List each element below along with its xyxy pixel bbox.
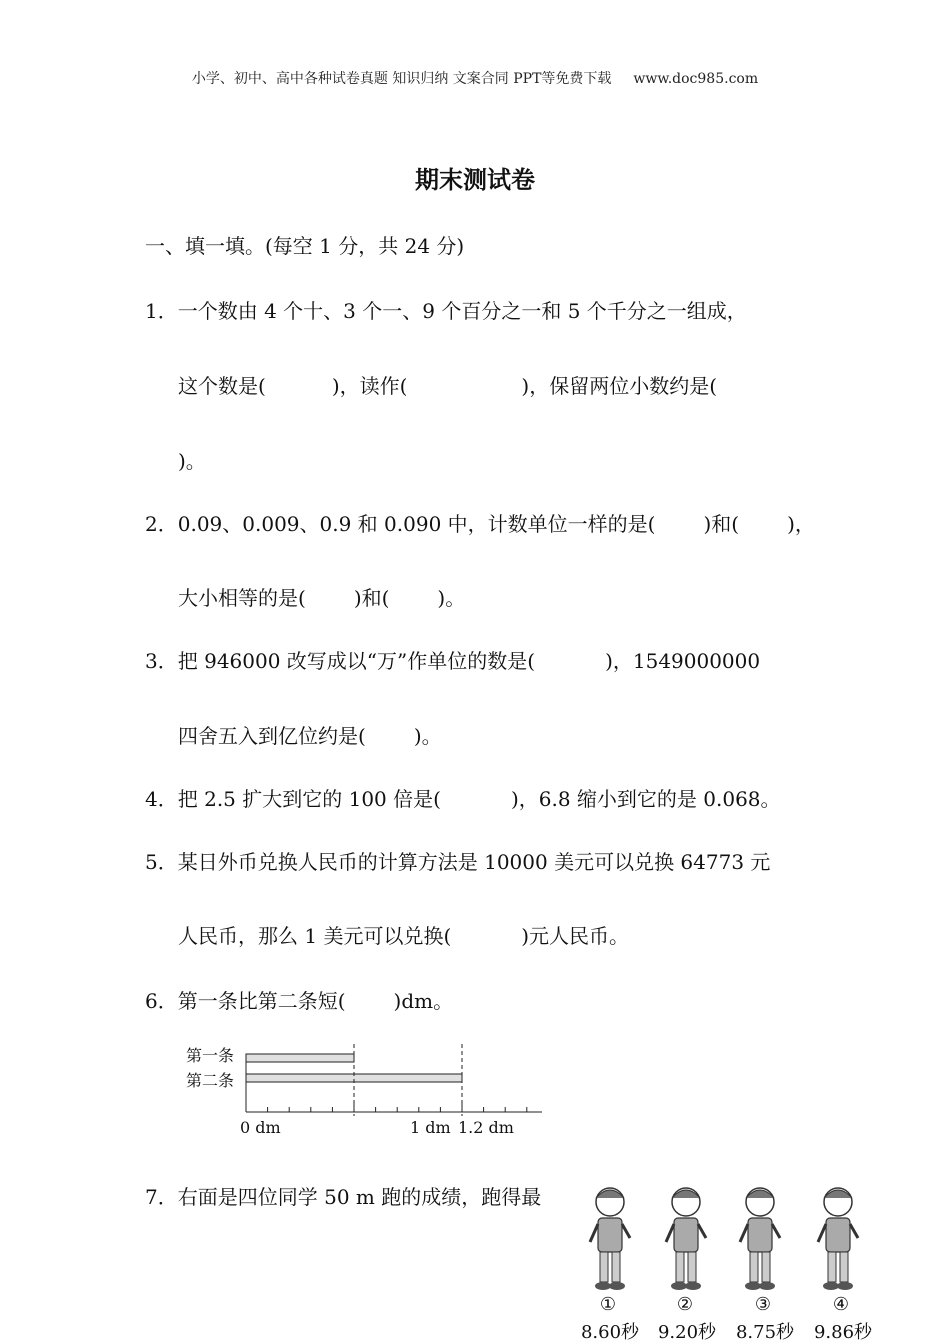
question-2-line-2 [178,582,465,611]
runner-2-figure [666,1188,706,1290]
question-number: 6． [145,989,178,1013]
question-number: 4． [145,787,178,811]
question-text: 把 2.5 扩大到它的 100 倍是( [177,787,441,811]
axis-label-one: 1 dm [410,1118,451,1137]
runner-4-time: 9.86秒 [813,1322,873,1343]
question-1-line-3: )。 [178,449,206,473]
question-text: )， [787,512,815,536]
question-7 [145,1181,541,1210]
question-text: )，保留两位小数约是( [521,374,718,398]
question-text: )，1549000000 [605,649,761,673]
question-text: 四舍五入到亿位约是( [178,724,366,748]
runners-illustration [578,1178,878,1298]
runner-1-time: 8.60秒 [580,1322,640,1343]
question-text: )dm。 [393,989,454,1013]
question-text: )。 [413,724,442,748]
page-title: 期末测试卷 [415,166,535,194]
question-text: 0.09、0.009、0.9 和 0.090 中，计数单位一样的是( [177,512,656,536]
axis-ticks [246,1104,527,1112]
question-text: 第一条比第二条短( [177,989,346,1013]
runner-4-label: ④ [832,1294,850,1315]
bar-1-label: 第一条 [186,1046,235,1065]
question-text: )和( [703,512,740,536]
header-text: 小学、初中、高中各种试卷真题 知识归纳 文案合同 PPT等免费下载 [191,71,612,87]
question-text: )元人民币。 [521,924,630,948]
question-5 [145,846,770,875]
page-header [0,68,950,88]
question-text: 大小相等的是( [178,586,306,610]
question-text: )。 [437,586,466,610]
runner-1-figure [590,1188,630,1290]
question-6 [145,985,453,1014]
runner-2-label: ② [676,1294,694,1315]
question-text: )，6.8 缩小到它的是 0.068。 [510,787,781,811]
bar-comparison-figure [240,1040,550,1120]
question-text: 右面是四位同学 50 m 跑的成绩，跑得最 [177,1185,542,1209]
runner-3-figure [740,1188,780,1290]
runner-2-time: 9.20秒 [657,1322,717,1343]
question-3-line-2 [178,720,442,749]
question-text: 这个数是( [178,374,266,398]
runner-3-time: 8.75秒 [735,1322,795,1343]
header-site-link[interactable]: www.doc985.com [633,71,759,87]
question-text: 人民币，那么 1 美元可以兑换( [178,924,452,948]
question-2 [145,508,815,537]
question-text: )和( [353,586,390,610]
question-text: 一个数由 4 个十、3 个一、9 个百分之一和 5 个千分之一组成， [177,299,747,323]
runner-3-label: ③ [754,1294,772,1315]
question-text: 把 946000 改写成以“万”作单位的数是( [177,649,536,673]
question-number: 7． [145,1185,178,1209]
question-number: 3． [145,649,178,673]
runner-4-figure [818,1188,858,1290]
question-text: 某日外币兑换人民币的计算方法是 10000 美元可以兑换 64773 元 [177,850,771,874]
question-number: 1． [145,299,178,323]
question-1 [145,295,747,324]
axis-label-onetwo: 1.2 dm [458,1118,514,1137]
bar-1 [246,1054,354,1062]
question-5-line-2 [178,920,629,949]
question-number: 2． [145,512,178,536]
runner-1-label: ① [599,1294,617,1315]
question-number: 5． [145,850,178,874]
question-3 [145,645,760,674]
question-1-line-2 [178,370,717,399]
section-heading: 一、填一填。(每空 1 分，共 24 分) [145,234,465,258]
axis-label-zero: 0 dm [240,1118,281,1137]
question-text: )，读作( [331,374,408,398]
bar-2-label: 第二条 [186,1071,235,1090]
question-4 [145,783,781,812]
